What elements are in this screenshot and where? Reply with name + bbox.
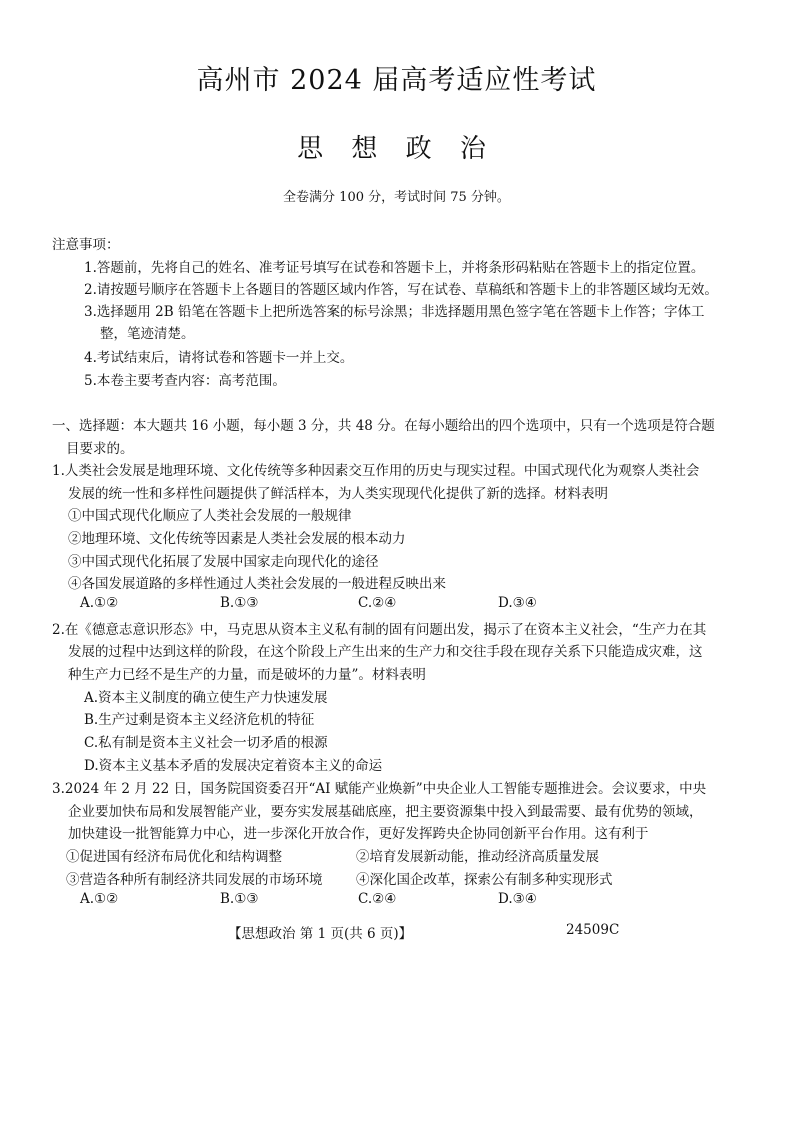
question-3-item: ①促进国有经济布局优化和结构调整 — [66, 849, 282, 865]
subject-title: 思 想 政 治 — [297, 134, 496, 164]
question-3-option-d: D.③④ — [498, 891, 537, 907]
question-3-option-c: C.②④ — [358, 891, 397, 907]
question-2-option-b: B.生产过剩是资本主义经济危机的特征 — [84, 712, 315, 728]
question-2-option-c: C.私有制是资本主义社会一切矛盾的根源 — [84, 735, 328, 751]
page-footer: 【思想政治 第 1 页(共 6 页)】 — [228, 926, 413, 942]
question-1-item: ④各国发展道路的多样性通过人类社会发展的一般进程反映出来 — [68, 576, 446, 592]
question-3-item: ④深化国企改革，探索公有制多种实现形式 — [356, 872, 613, 888]
notice-item: 4.考试结束后，请将试卷和答题卡一并上交。 — [84, 350, 354, 366]
notice-item: 5.本卷主要考查内容：高考范围。 — [84, 373, 286, 389]
question-1-option-b: B.①③ — [220, 595, 259, 611]
exam-title: 高州市 2024 届高考适应性考试 — [196, 65, 597, 96]
notice-item-continuation: 整，笔迹清楚。 — [100, 326, 195, 342]
question-2-stem: 发展的过程中达到这样的阶段，在这个阶段上产生出来的生产力和交往手段在现存关系下只能造成灾难，这 — [68, 644, 703, 660]
question-3-item: ②培育发展新动能，推动经济高质量发展 — [356, 849, 599, 865]
question-1-item: ③中国式现代化拓展了发展中国家走向现代化的途径 — [68, 554, 379, 570]
question-1-option-a: A.①② — [80, 595, 119, 611]
question-1-option-d: D.③④ — [498, 595, 537, 611]
question-3-stem: 3.2024 年 2 月 22 日，国务院国资委召开“AI 赋能产业焕新”中央企业人工智能专题推进会。会议要求，中央 — [52, 781, 707, 797]
question-2-option-a: A.资本主义制度的确立使生产力快速发展 — [84, 690, 328, 706]
notice-item: 2.请按题号顺序在答题卡上各题目的答题区域内作答，写在试卷、草稿纸和答题卡上的非答题区域均无效。 — [84, 282, 718, 298]
question-1-stem: 1.人类社会发展是地理环境、文化传统等多种因素交互作用的历史与现实过程。中国式现代化为观察人类社会 — [52, 463, 700, 479]
question-3-stem: 加快建设一批智能算力中心，进一步深化开放合作，更好发挥跨央企协同创新平台作用。这有利于 — [68, 826, 649, 842]
question-2-option-d: D.资本主义基本矛盾的发展决定着资本主义的命运 — [84, 758, 383, 774]
question-1-option-c: C.②④ — [358, 595, 397, 611]
section-heading: 一、选择题：本大题共 16 小题，每小题 3 分，共 48 分。在每小题给出的四个选项中，只有一个选项是符合题 — [52, 418, 715, 434]
section-heading-continuation: 目要求的。 — [66, 441, 134, 457]
question-2-stem: 种生产力已经不是生产的力量，而是破坏的力量”。材料表明 — [68, 667, 426, 683]
question-1-item: ②地理环境、文化传统等因素是人类社会发展的根本动力 — [68, 531, 406, 547]
question-3-stem: 企业要加快布局和发展智能产业，要夯实发展基础底座，把主要资源集中投入到最需要、最有优势的领域， — [68, 804, 703, 820]
question-3-option-a: A.①② — [80, 891, 119, 907]
notice-heading: 注意事项： — [52, 237, 120, 253]
question-3-item: ③营造各种所有制经济共同发展的市场环境 — [66, 872, 323, 888]
notice-item: 3.选择题用 2B 铅笔在答题卡上把所选答案的标号涂黑；非选择题用黑色签字笔在答题卡上作答；字体工 — [84, 304, 705, 320]
paper-code: 24509C — [566, 922, 620, 938]
question-2-stem: 2.在《德意志意识形态》中，马克思从资本主义私有制的固有问题出发，揭示了在资本主义社会，“生产力在其 — [52, 622, 707, 638]
question-1-stem: 发展的统一性和多样性问题提供了鲜活样本，为人类实现现代化提供了新的选择。材料表明 — [68, 486, 608, 502]
question-1-item: ①中国式现代化顺应了人类社会发展的一般规律 — [68, 508, 352, 524]
question-3-option-b: B.①③ — [220, 891, 259, 907]
exam-info: 全卷满分 100 分，考试时间 75 分钟。 — [283, 190, 510, 205]
notice-item: 1.答题前，先将自己的姓名、准考证号填写在试卷和答题卡上，并将条形码粘贴在答题卡上的指定位置。 — [84, 260, 705, 276]
